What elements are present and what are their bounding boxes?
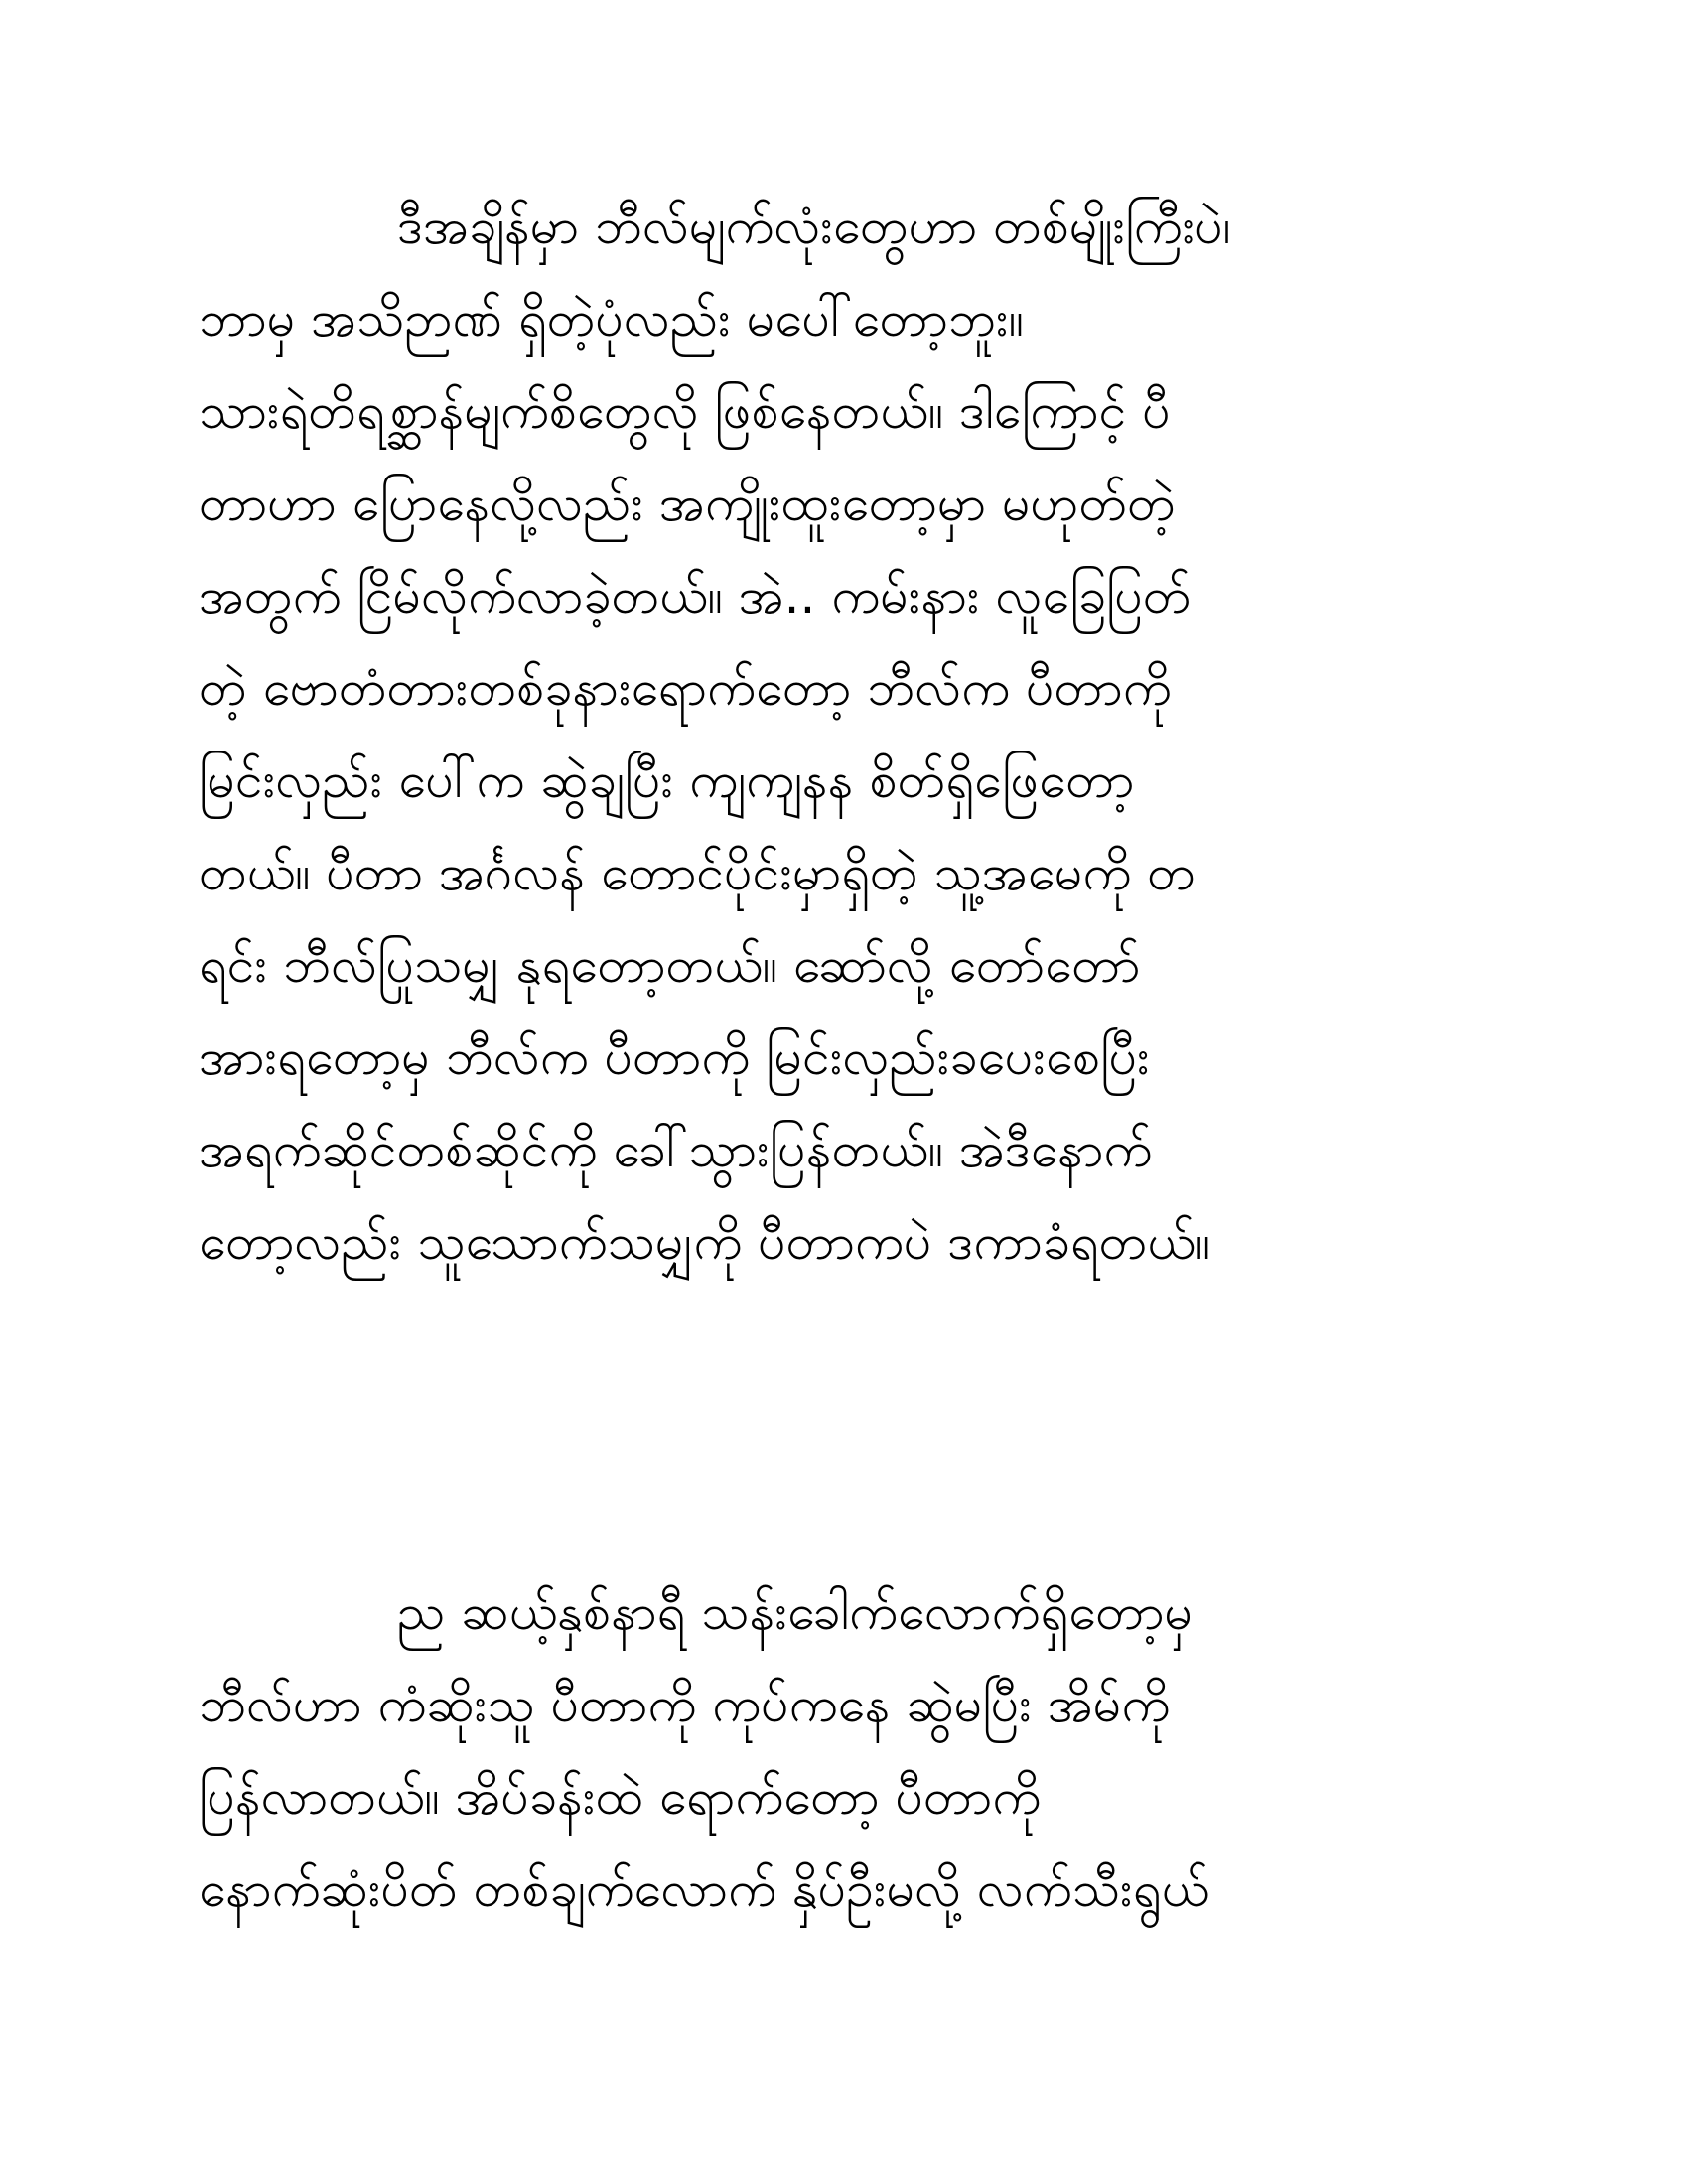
paragraph-1-line-9: ရင်း ဘီလ်ပြုသမျှ နုရတော့တယ်။ ဆော်လို့ တော်တော် (199, 936, 1141, 994)
paragraph-2 (199, 1567, 1489, 1936)
paragraph-1-line-8: တယ်။ ပီတာ အင်္ဂလန် တောင်ပိုင်းမှာရှိတဲ့ သူ့အမေကို တ (199, 844, 1196, 901)
paragraph-1-line-11: အရက်ဆိုင်တစ်ဆိုင်ကို ခေါ်သွားပြန်တယ်။ အဲဒီနောက် (199, 1121, 1153, 1178)
paragraph-2-line-1: ည ဆယ့်နှစ်နာရီ သန်းခေါက်လောက်ရှိတော့မှ (397, 1583, 1194, 1641)
paragraph-2-line-4: နောက်ဆုံးပိတ် တစ်ချက်လောက် နှိပ်ဦးမလို့ လက်သီးရွယ် (199, 1860, 1209, 1918)
paragraph-1-line-3: သားရဲတိရစ္ဆာန်မျက်စိတွေလို ဖြစ်နေတယ်။ ဒါကြောင့် ပီ (199, 382, 1171, 440)
paragraph-1-line-2: ဘာမှ အသိဉာဏ် ရှိတဲ့ပုံလည်း မပေါ်တော့ဘူး။ (199, 290, 1024, 347)
paragraph-1-line-12: တော့လည်း သူသောက်သမျှကို ပီတာကပဲ ဒကာခံရတယ်။ (199, 1213, 1210, 1271)
paragraph-1 (199, 181, 1489, 1289)
paragraph-1-line-5: အတွက် ငြိမ်လိုက်လာခဲ့တယ်။ အဲ.. ကမ်းနား လူခြေပြတ် (199, 567, 1192, 624)
paragraph-1-line-10: အားရတော့မှ ဘီလ်က ပီတာကို မြင်းလှည်းခပေးစေပြီး (199, 1028, 1150, 1086)
paragraph-2-line-2: ဘီလ်ဟာ ကံဆိုးသူ ပီတာကို ကုပ်ကနေ ဆွဲမပြီး အိမ်ကို (199, 1676, 1171, 1733)
paragraph-1-line-4: တာဟာ ပြောနေလို့လည်း အကျိုးထူးတော့မှာ မဟုတ်တဲ့ (199, 475, 1176, 532)
paragraph-1-line-1: ဒီအချိန်မှာ ဘီလ်မျက်လုံးတွေဟာ တစ်မျိုးကြီးပဲ၊ (397, 198, 1231, 255)
paragraph-1-line-7: မြင်းလှည်း ပေါ်က ဆွဲချပြီး ကျကျနန စိတ်ရှိဖြေတော့ (199, 751, 1135, 809)
paragraph-2-line-3: ပြန်လာတယ်။ အိပ်ခန်းထဲ ရောက်တော့ ပီတာကို (199, 1768, 1042, 1826)
paragraph-1-line-6: တဲ့ ဗောတံတားတစ်ခုနားရောက်တော့ ဘီလ်က ပီတာကို (199, 659, 1172, 717)
